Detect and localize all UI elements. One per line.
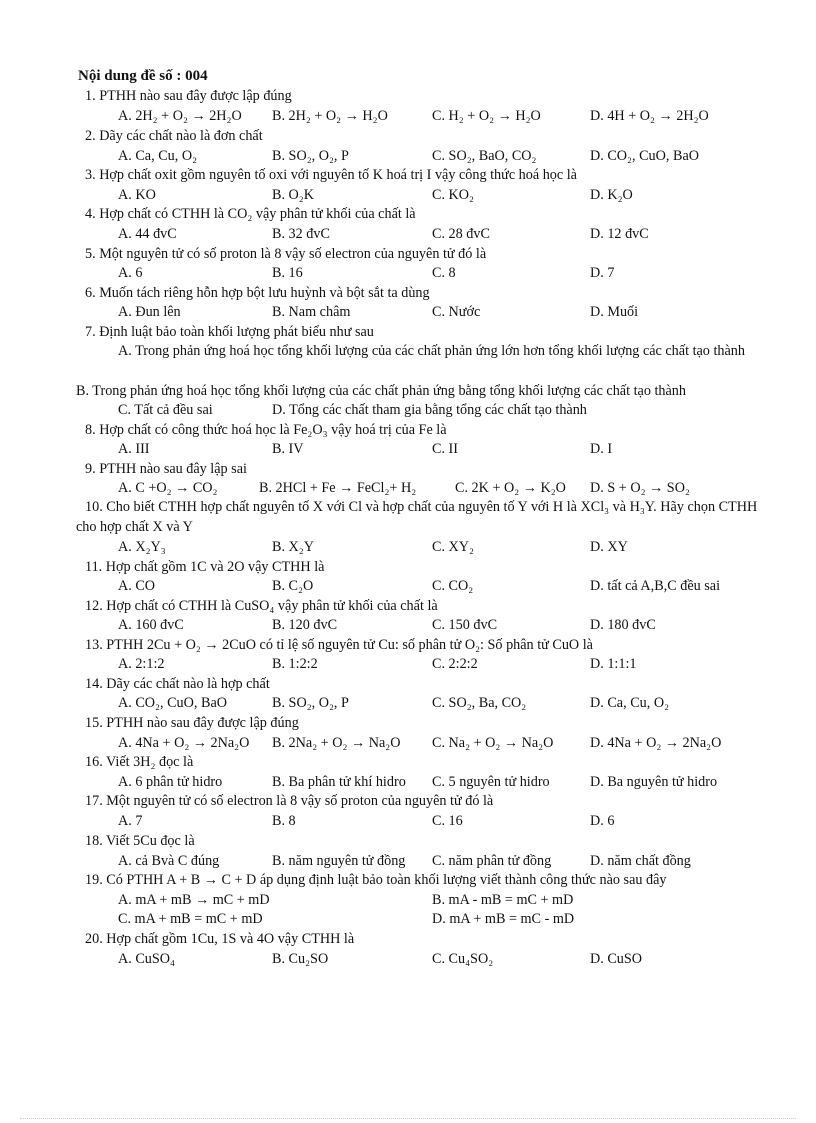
q19-option-b: B. mA - mB = mC + mD (432, 892, 574, 908)
q4-option-b: B. 32 đvC (272, 226, 330, 242)
q8-option-c: C. II (432, 441, 459, 457)
q4-option-c: C. 28 đvC (432, 226, 490, 242)
q16-option-a: A. 6 phân tử hidro (118, 774, 223, 790)
q10-option-c: C. XY₂ (432, 539, 474, 555)
q20-option-d: D. CuSO (590, 951, 643, 967)
question-6: 6. Muốn tách riêng hỗn hợp bột lưu huỳnh và bột sắt ta dùng (85, 285, 430, 301)
q3-option-c: C. KO₂ (432, 187, 474, 203)
q10-option-d: D. XY (590, 539, 628, 555)
q14-option-c: C. SO₂, Ba, CO₂ (432, 695, 527, 711)
question-10: 10. Cho biết CTHH hợp chất nguyên tố X với Cl và hợp chất của nguyên tố Y với H là XCl₃ và H₃Y. Hãy chọn CTHH cho hợp chất X và Y (76, 499, 758, 535)
q16-option-d: D. Ba nguyên tử hidro (590, 774, 718, 790)
q5-option-c: C. 8 (432, 265, 456, 281)
q17-option-d: D. 6 (590, 813, 615, 829)
q8-option-b: B. IV (272, 441, 304, 457)
question-8: 8. Hợp chất có công thức hoá học là Fe₂O₃ vậy hoá trị của Fe là (85, 422, 447, 438)
q10-option-b: B. X₂Y (272, 539, 314, 555)
q11-option-a: A. CO (118, 578, 156, 594)
q8-option-a: A. III (118, 441, 150, 457)
q15-option-b: B. 2Na₂ + O₂ → Na₂O (272, 735, 401, 751)
q13-option-a: A. 2:1:2 (118, 656, 165, 672)
q19-option-c: C. mA + mB = mC + mD (118, 911, 263, 927)
q5-option-d: D. 7 (590, 265, 615, 281)
q4-option-d: D. 12 đvC (590, 226, 649, 242)
question-18: 18. Viết 5Cu đọc là (85, 833, 195, 849)
question-4: 4. Hợp chất có CTHH là CO₂ vậy phân tử khối của chất là (85, 206, 416, 222)
q4-option-a: A. 44 đvC (118, 226, 177, 242)
q20-option-a: A. CuSO₄ (118, 951, 175, 967)
question-13: 13. PTHH 2Cu + O₂ → 2CuO có tỉ lệ số nguyên tử Cu: số phân tử O₂: Số phân tử CuO là (85, 637, 593, 653)
q8-option-d: D. I (590, 441, 613, 457)
q9-option-a: A. C +O₂ → CO₂ (118, 480, 218, 496)
q3-option-a: A. KO (118, 187, 156, 203)
q1-option-c: C. H₂ + O₂ → H₂O (432, 108, 541, 124)
q1-option-a: A. 2H₂ + O₂ → 2H₂O (118, 108, 242, 124)
q18-option-c: C. năm phân tử đồng (432, 853, 552, 869)
q14-option-b: B. SO₂, O₂, P (272, 695, 349, 711)
question-14: 14. Dãy các chất nào là hợp chất (85, 676, 270, 692)
q7-option-b: B. Trong phản ứng hoá học tổng khối lượng của các chất phản ứng bằng tổng khối lượng các chất tạo thành (76, 383, 686, 399)
q18-option-b: B. năm nguyên tử đồng (272, 853, 406, 869)
q10-option-a: A. X₂Y₃ (118, 539, 166, 555)
q12-option-d: D. 180 đvC (590, 617, 656, 633)
question-3: 3. Hợp chất oxit gồm nguyên tố oxi với nguyên tố K hoá trị I vậy công thức hoá học là (85, 167, 577, 183)
page-bottom-rule (20, 1118, 796, 1119)
q19-option-a: A. mA + mB → mC + mD (118, 892, 270, 908)
q7-option-a: A. Trong phản ứng hoá học tổng khối lượng của các chất phản ứng lớn hơn tổng khối lượng các chất tạo thành (118, 343, 745, 359)
q12-option-a: A. 160 đvC (118, 617, 184, 633)
q7-option-d: D. Tổng các chất tham gia bằng tổng các chất tạo thành (272, 402, 587, 418)
question-16: 16. Viết 3H₂ đọc là (85, 754, 194, 770)
q3-option-d: D. K₂O (590, 187, 633, 203)
q1-option-d: D. 4H + O₂ → 2H₂O (590, 108, 709, 124)
q6-option-b: B. Nam châm (272, 304, 351, 320)
q17-option-c: C. 16 (432, 813, 463, 829)
q11-option-d: D. tất cả A,B,C đều sai (590, 578, 721, 594)
q17-option-b: B. 8 (272, 813, 296, 829)
q5-option-b: B. 16 (272, 265, 303, 281)
q5-option-a: A. 6 (118, 265, 143, 281)
q13-option-b: B. 1:2:2 (272, 656, 318, 672)
question-15: 15. PTHH nào sau đây được lập đúng (85, 715, 299, 731)
question-7: 7. Định luật bảo toàn khối lượng phát biểu như sau (85, 324, 374, 340)
q15-option-a: A. 4Na + O₂ → 2Na₂O (118, 735, 250, 751)
question-17: 17. Một nguyên tử có số electron là 8 vậy số proton của nguyên tử đó là (85, 793, 494, 809)
q9-option-c: C. 2K + O₂ → K₂O (455, 480, 566, 496)
q6-option-d: D. Muối (590, 304, 639, 320)
exam-title: Nội dung đề số : 004 (78, 68, 208, 84)
q2-option-b: B. SO₂, O₂, P (272, 148, 349, 164)
q2-option-a: A. Ca, Cu, O₂ (118, 148, 198, 164)
q1-option-b: B. 2H₂ + O₂ → H₂O (272, 108, 388, 124)
q17-option-a: A. 7 (118, 813, 143, 829)
q14-option-a: A. CO₂, CuO, BaO (118, 695, 227, 711)
q12-option-c: C. 150 đvC (432, 617, 498, 633)
q6-option-a: A. Đun lên (118, 304, 181, 320)
question-9: 9. PTHH nào sau đây lập sai (85, 461, 247, 477)
question-1: 1. PTHH nào sau đây được lập đúng (85, 88, 292, 104)
q13-option-c: C. 2:2:2 (432, 656, 478, 672)
q20-option-b: B. Cu₂SO (272, 951, 329, 967)
q3-option-b: B. O₂K (272, 187, 314, 203)
question-11: 11. Hợp chất gồm 1C và 2O vậy CTHH là (85, 559, 325, 575)
q11-option-c: C. CO₂ (432, 578, 474, 594)
q16-option-c: C. 5 nguyên tử hidro (432, 774, 550, 790)
q18-option-a: A. cả Bvà C đúng (118, 853, 220, 869)
question-12: 12. Hợp chất có CTHH là CuSO₄ vậy phân tử khối của chất là (85, 598, 438, 614)
q6-option-c: C. Nước (432, 304, 481, 320)
q12-option-b: B. 120 đvC (272, 617, 338, 633)
question-20: 20. Hợp chất gồm 1Cu, 1S và 4O vậy CTHH là (85, 931, 355, 947)
q11-option-b: B. C₂O (272, 578, 314, 594)
q7-option-c: C. Tất cả đều sai (118, 402, 213, 418)
q15-option-d: D. 4Na + O₂ → 2Na₂O (590, 735, 722, 751)
q19-option-d: D. mA + mB = mC - mD (432, 911, 575, 927)
q15-option-c: C. Na₂ + O₂ → Na₂O (432, 735, 554, 751)
q13-option-d: D. 1:1:1 (590, 656, 637, 672)
question-2: 2. Dãy các chất nào là đơn chất (85, 128, 263, 144)
q20-option-c: C. Cu₄SO₂ (432, 951, 494, 967)
q18-option-d: D. năm chất đồng (590, 853, 691, 869)
q9-option-d: D. S + O₂ → SO₂ (590, 480, 690, 496)
question-5: 5. Một nguyên tử có số proton là 8 vậy số electron của nguyên tử đó là (85, 246, 487, 262)
q16-option-b: B. Ba phân tử khí hidro (272, 774, 406, 790)
q14-option-d: D. Ca, Cu, O₂ (590, 695, 670, 711)
q2-option-c: C. SO₂, BaO, CO₂ (432, 148, 537, 164)
question-19: 19. Có PTHH A + B → C + D áp dụng định luật bảo toàn khối lượng viết thành công thức nào sau đây (85, 872, 667, 888)
q9-option-b: B. 2HCl + Fe → FeCl₂+ H₂ (259, 480, 417, 496)
q2-option-d: D. CO₂, CuO, BaO (590, 148, 699, 164)
